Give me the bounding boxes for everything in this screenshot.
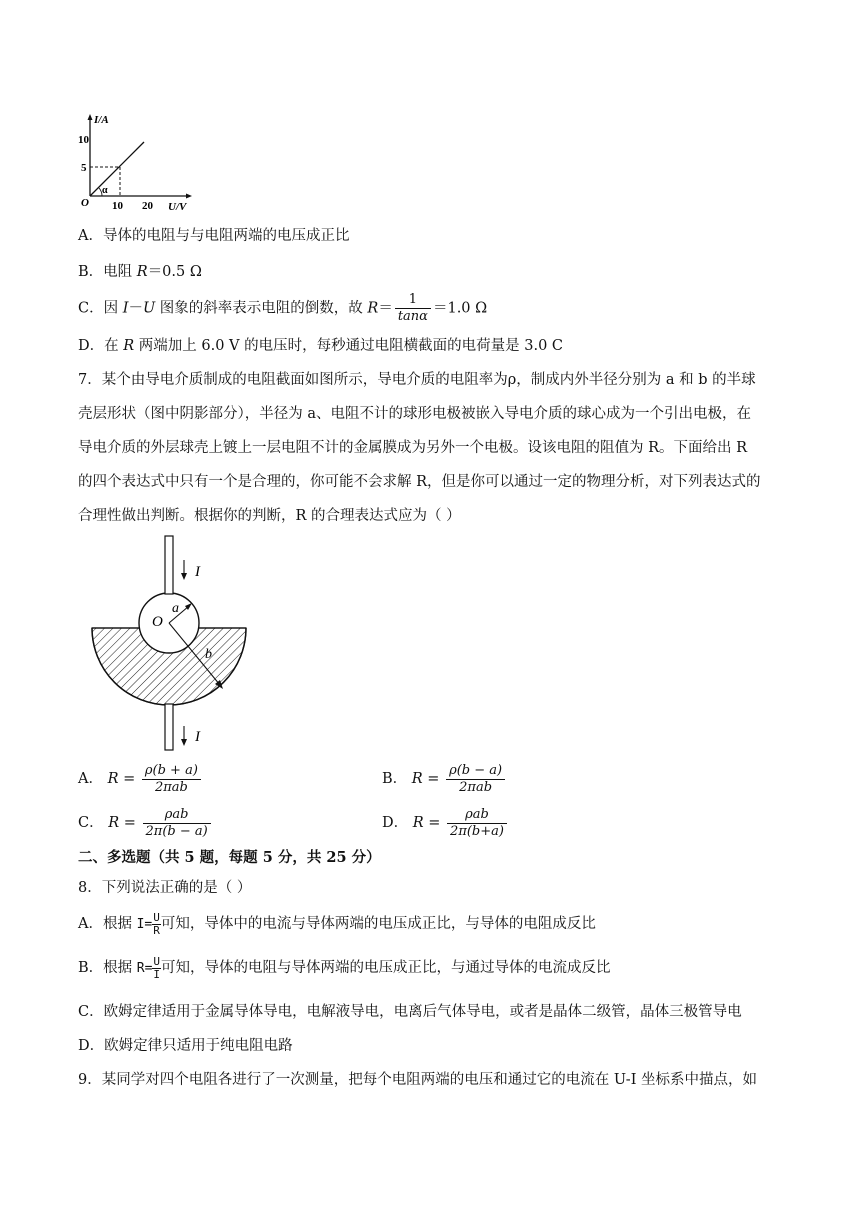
q7-a-fraction (142, 763, 201, 796)
q7-a-lhs: R = (107, 771, 136, 787)
q7-a-label: A． (78, 771, 103, 787)
q8-b-rest: 可知，导体的电阻与导体两端的电压成正比，与通过导体的电流成反比 (161, 960, 611, 976)
x-axis-label: U/V (168, 201, 187, 212)
q7-c-lhs: R = (108, 815, 136, 831)
iu-graph (78, 112, 198, 212)
angle-label: α (102, 185, 108, 196)
q6-option-c (78, 292, 487, 325)
q8-a-prefix: A．根据 (78, 916, 137, 932)
q8-a-num: U (153, 910, 160, 924)
radius-b-label: b (205, 647, 212, 662)
q6-c-u: U (142, 300, 156, 317)
q7-b-lhs: R = (411, 771, 440, 787)
q8-a-fraction (152, 912, 161, 937)
q6-d-prefix: D．在 (78, 338, 124, 354)
q6-c-dash: － (128, 300, 143, 317)
hemisphere-diagram (88, 534, 258, 754)
q7-d-fraction (447, 807, 507, 840)
current-bottom-label: I (195, 729, 200, 745)
q7-a-num: ρ(b + a) (142, 763, 201, 780)
y-tick-5: 5 (81, 162, 87, 174)
y-axis-label: I/A (94, 114, 109, 126)
q6-c-rest: ＝1.0 Ω (432, 300, 488, 317)
q7-c-num: ρab (143, 807, 211, 824)
q6-c-num: 1 (395, 292, 431, 309)
q7-b-den: 2πab (459, 779, 493, 795)
q6-d-rest: 两端加上 6.0 V 的电压时，每秒通过电阻横截面的电荷量是 3.0 C (134, 338, 564, 354)
q6-option-b (78, 262, 202, 282)
q6-c-fraction (395, 292, 431, 325)
q8-option-b (78, 952, 611, 985)
q8-b-prefix: B．根据 (78, 960, 137, 976)
q8-a-rest: 可知，导体中的电流与导体两端的电压成正比，与导体的电阻成反比 (160, 916, 596, 932)
q6-c-i: I (122, 300, 129, 317)
q7-line-3: 导电介质的外层球壳上镀上一层电阻不计的金属膜成为另外一个电极。设该电阻的阻值为 R。下面给出 R (78, 440, 748, 456)
q9-line-1: 9．某同学对四个电阻各进行了一次测量，把每个电阻两端的电压和通过它的电流在 U-I 坐标系中描点，如 (78, 1072, 758, 1088)
q7-b-fraction (446, 763, 505, 796)
q8-b-fraction (152, 956, 161, 981)
q6-option-a: A．导体的电阻与与电阻两端的电压成正比 (78, 228, 350, 244)
q7-d-lhs: R = (412, 815, 441, 831)
y-tick-10: 10 (78, 134, 89, 146)
q7-c-label: C． (78, 815, 104, 831)
q8-a-den: R (153, 923, 160, 937)
q8-b-lhs: R= (136, 961, 153, 976)
q7-a-den: 2πab (154, 779, 188, 795)
q7-option-c (78, 806, 213, 840)
x-tick-10: 10 (112, 200, 123, 212)
q6-c-prefix: C．因 (78, 300, 123, 317)
q7-option-a (78, 762, 203, 796)
q7-c-fraction (143, 807, 211, 840)
origin-label: O (81, 197, 89, 209)
q7-b-num: ρ(b − a) (446, 763, 505, 780)
q7-line-2: 壳层形状（图中阴影部分），半径为 a、电阻不计的球形电极被嵌入导电介质的球心成为一个引出电极，在 (78, 406, 751, 422)
q7-d-den: 2π(b+a) (450, 823, 504, 839)
q8-stem: 8．下列说法正确的是（ ） (78, 880, 252, 896)
q7-b-label: B． (382, 771, 408, 787)
q7-d-label: D． (382, 815, 409, 831)
q8-a-lhs: I= (136, 917, 153, 932)
q6-c-eq: ＝ (378, 300, 393, 317)
q8-option-c: C．欧姆定律适用于金属导体导电，电解液导电，电离后气体导电，或者是晶体二级管，晶体三极管导电 (78, 1004, 742, 1020)
x-tick-20: 20 (142, 200, 153, 212)
center-label: O (152, 614, 163, 630)
q6-b-rest: ＝0.5 Ω (147, 264, 202, 280)
q6-option-d (78, 336, 563, 356)
q7-d-num: ρab (447, 807, 507, 824)
q8-b-den: I (153, 967, 161, 981)
q6-c-r: R (367, 300, 379, 317)
q6-b-var: R (136, 264, 148, 280)
q6-b-prefix: B．电阻 (78, 264, 137, 280)
q7-line-1: 7．某个由导电介质制成的电阻截面如图所示，导电介质的电阻率为ρ，制成内外半径分别为 a 和 b 的半球 (78, 372, 756, 388)
q8-option-d: D．欧姆定律只适用于纯电阻电路 (78, 1038, 293, 1054)
q6-d-r: R (123, 338, 135, 354)
q8-b-num: U (153, 954, 161, 968)
q8-option-a (78, 908, 596, 941)
q7-option-d (382, 806, 509, 840)
q7-option-b (382, 762, 507, 796)
q7-line-4: 的四个表达式中只有一个是合理的，你可能不会求解 R，但是你可以通过一定的物理分析，对下列表达式的 (78, 474, 761, 490)
current-top-label: I (195, 564, 200, 580)
radius-a-label: a (172, 601, 179, 616)
q7-line-5: 合理性做出判断。根据你的判断，R 的合理表达式应为（ ） (78, 508, 461, 524)
section-2-heading: 二、多选题（共 5 题，每题 5 分，共 25 分） (78, 849, 381, 866)
q7-c-den: 2π(b − a) (145, 823, 208, 839)
q6-c-mid: 图象的斜率表示电阻的倒数，故 (155, 300, 368, 317)
q6-c-den: tanα (397, 309, 428, 324)
